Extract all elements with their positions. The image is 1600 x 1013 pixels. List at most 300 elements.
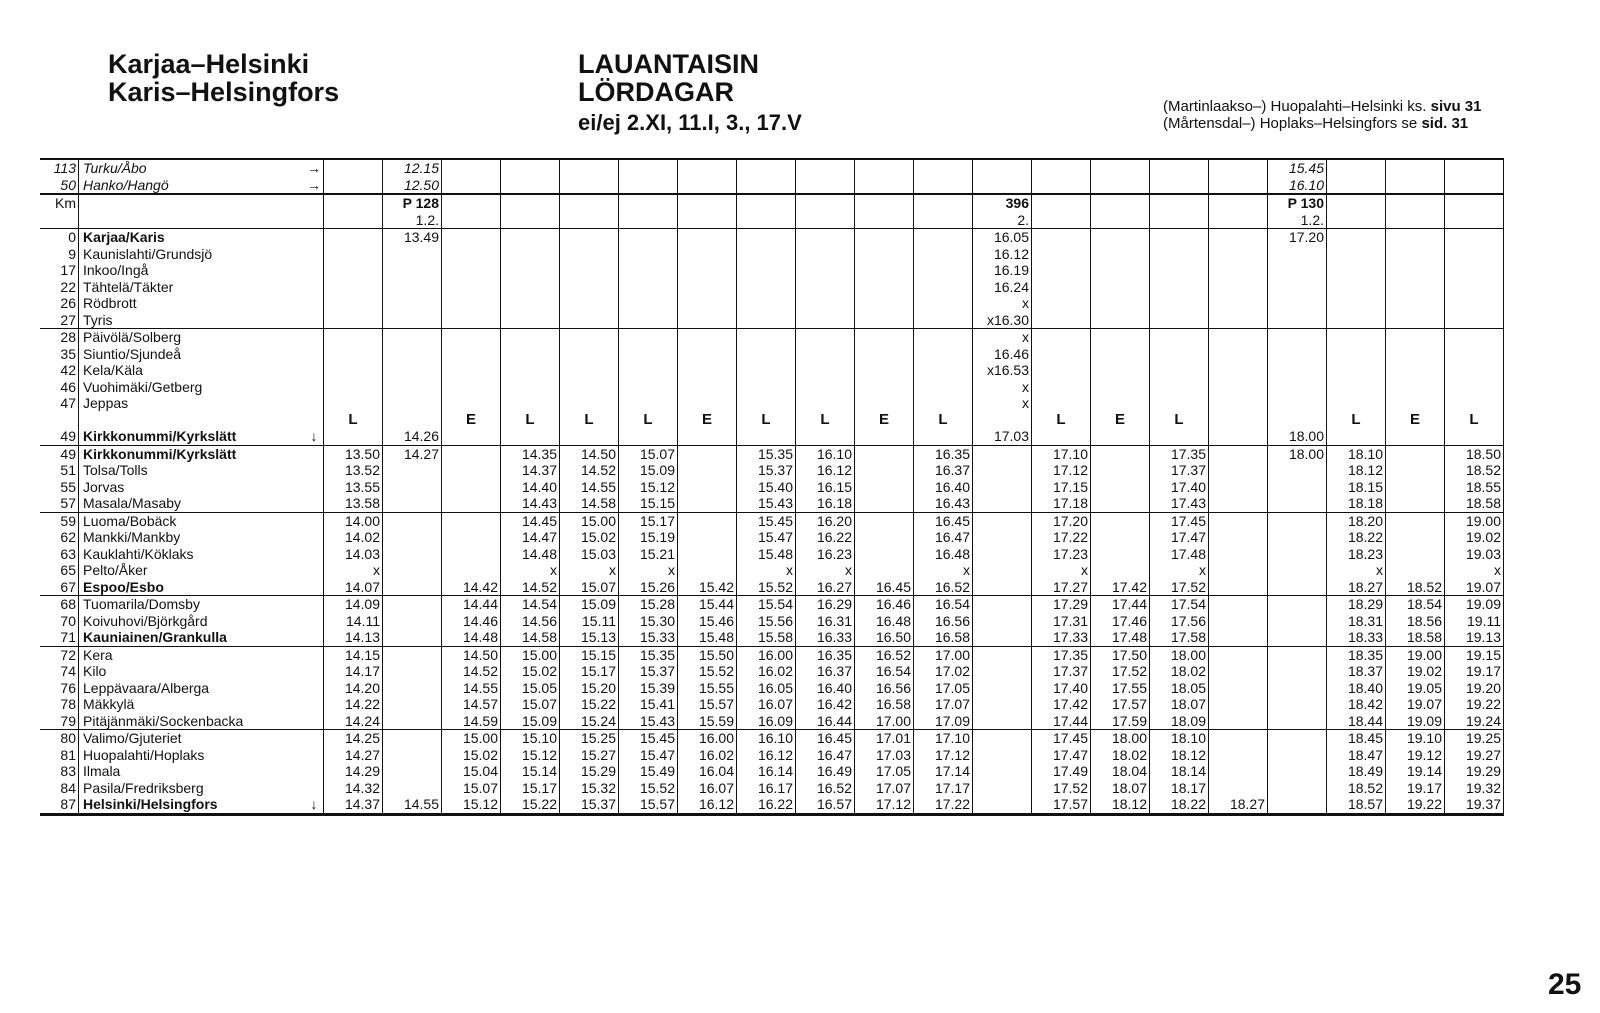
- time-cell: 15.02: [560, 529, 619, 546]
- time-cell: [1386, 246, 1445, 263]
- km-cell: 9: [40, 246, 79, 263]
- time-cell: [324, 428, 383, 445]
- time-cell: 16.24: [973, 279, 1032, 296]
- time-cell: [737, 346, 796, 363]
- time-cell: 15.14: [501, 763, 560, 780]
- time-cell: 17.31: [1032, 613, 1091, 630]
- time-cell: [1209, 646, 1268, 663]
- station-row: [40, 262, 1504, 279]
- time-cell: [1268, 780, 1327, 797]
- time-cell: [1268, 495, 1327, 512]
- time-cell: 15.33: [619, 629, 678, 646]
- arrow-cell: [305, 412, 324, 429]
- time-cell: [442, 346, 501, 363]
- time-cell: [1268, 512, 1327, 529]
- station-name: Kirkkonummi/Kyrkslätt: [83, 428, 237, 444]
- time-cell: 17.12: [1032, 462, 1091, 479]
- direction-cell: [305, 596, 324, 613]
- time-cell: [1150, 177, 1209, 195]
- time-cell: [1150, 362, 1209, 379]
- time-cell: 15.55: [678, 680, 737, 697]
- time-cell: 16.05: [737, 680, 796, 697]
- time-cell: 18.20: [1327, 512, 1386, 529]
- time-cell: 16.35: [796, 646, 855, 663]
- time-cell: [442, 395, 501, 412]
- station-row: [40, 763, 1504, 780]
- time-cell: 14.40: [501, 479, 560, 496]
- time-cell: 18.00: [1150, 646, 1209, 663]
- time-cell: [1268, 763, 1327, 780]
- time-cell: [560, 177, 619, 195]
- station-name: Tolsa/Tolls: [83, 462, 148, 478]
- time-cell: [1268, 362, 1327, 379]
- time-cell: 18.02: [1150, 663, 1209, 680]
- time-cell: [1032, 346, 1091, 363]
- time-cell: 17.03: [855, 747, 914, 764]
- time-cell: [1209, 512, 1268, 529]
- station-name: Tähtelä/Täkter: [83, 278, 174, 295]
- time-cell: [678, 445, 737, 462]
- time-cell: [383, 312, 442, 329]
- time-cell: 15.47: [619, 747, 678, 764]
- time-cell: 16.45: [855, 579, 914, 596]
- km-cell: 70: [40, 613, 79, 630]
- time-cell: [324, 395, 383, 412]
- time-cell: [914, 362, 973, 379]
- time-cell: 14.48: [501, 546, 560, 563]
- time-cell: [1327, 379, 1386, 396]
- time-cell: 16.07: [678, 780, 737, 797]
- time-cell: 15.29: [560, 763, 619, 780]
- time-cell: [1327, 279, 1386, 296]
- time-cell: [383, 479, 442, 496]
- time-cell: [619, 395, 678, 412]
- time-cell: x: [560, 562, 619, 579]
- km-cell: 42: [40, 362, 79, 379]
- time-cell: [737, 246, 796, 263]
- time-cell: [1150, 395, 1209, 412]
- time-cell: [1268, 529, 1327, 546]
- time-cell: 16.00: [737, 646, 796, 663]
- time-cell: [383, 646, 442, 663]
- time-cell: 14.37: [501, 462, 560, 479]
- time-cell: [973, 663, 1032, 680]
- time-cell: 18.17: [1150, 780, 1209, 797]
- time-cell: 17.09: [914, 713, 973, 730]
- time-cell: [1327, 262, 1386, 279]
- connection-row: [40, 177, 1504, 195]
- time-cell: 15.52: [737, 579, 796, 596]
- time-cell: 19.29: [1445, 763, 1504, 780]
- time-cell: 14.55: [560, 479, 619, 496]
- time-cell: [678, 159, 737, 177]
- km-cell: 27: [40, 312, 79, 329]
- direction-cell: [305, 329, 324, 346]
- down-arrow-icon: ↓: [305, 428, 324, 445]
- time-cell: [1386, 329, 1445, 346]
- time-cell: 15.35: [619, 646, 678, 663]
- time-cell: 15.43: [737, 495, 796, 512]
- time-cell: 17.23: [1032, 546, 1091, 563]
- time-cell: 16.02: [678, 747, 737, 764]
- time-cell: 15.49: [619, 763, 678, 780]
- time-cell: 16.04: [678, 763, 737, 780]
- time-cell: 15.27: [560, 747, 619, 764]
- time-cell: [1386, 562, 1445, 579]
- direction-cell: [305, 546, 324, 563]
- time-cell: 17.05: [914, 680, 973, 697]
- time-cell: [1386, 279, 1445, 296]
- km-cell: 46: [40, 379, 79, 396]
- time-cell: 19.17: [1445, 663, 1504, 680]
- train-number: 396: [973, 194, 1032, 212]
- time-cell: [383, 462, 442, 479]
- km-cell: 62: [40, 529, 79, 546]
- time-cell: [1032, 246, 1091, 263]
- station-name: Mäkkylä: [83, 696, 135, 712]
- time-cell: 15.45: [1268, 159, 1327, 177]
- time-cell: [973, 680, 1032, 697]
- time-cell: [1445, 346, 1504, 363]
- time-cell: [1268, 546, 1327, 563]
- time-cell: 15.17: [619, 512, 678, 529]
- arrow-cell: [305, 212, 324, 229]
- train-number: [560, 194, 619, 212]
- time-cell: 18.18: [1327, 495, 1386, 512]
- time-cell: [1268, 730, 1327, 747]
- time-cell: [1327, 229, 1386, 246]
- km-cell: 78: [40, 696, 79, 713]
- time-cell: 17.45: [1150, 512, 1209, 529]
- time-cell: [855, 395, 914, 412]
- time-cell: 16.44: [796, 713, 855, 730]
- cross-reference-note: [1163, 98, 1482, 133]
- time-cell: [1386, 529, 1445, 546]
- line-code: L: [1327, 412, 1386, 429]
- time-cell: 18.22: [1327, 529, 1386, 546]
- time-cell: [1150, 329, 1209, 346]
- time-cell: [737, 312, 796, 329]
- time-cell: [1091, 462, 1150, 479]
- time-cell: [560, 362, 619, 379]
- time-cell: [619, 362, 678, 379]
- station-name: Leppävaara/Alberga: [83, 679, 210, 696]
- time-cell: [973, 629, 1032, 646]
- time-cell: [619, 428, 678, 445]
- time-cell: [383, 747, 442, 764]
- time-cell: [442, 262, 501, 279]
- time-cell: 14.11: [324, 613, 383, 630]
- station-row: [40, 730, 1504, 747]
- station-row: [40, 613, 1504, 630]
- km-cell: 81: [40, 747, 79, 764]
- time-cell: 18.57: [1327, 796, 1386, 814]
- time-cell: 17.58: [1150, 629, 1209, 646]
- time-cell: 17.52: [1091, 663, 1150, 680]
- time-cell: 14.55: [383, 796, 442, 814]
- time-cell: [914, 295, 973, 312]
- time-cell: [1268, 629, 1327, 646]
- time-cell: [560, 312, 619, 329]
- km-cell: 50: [40, 177, 79, 195]
- line-code: L: [501, 412, 560, 429]
- time-cell: [1386, 346, 1445, 363]
- time-cell: 15.56: [737, 613, 796, 630]
- train-class: [796, 212, 855, 229]
- time-cell: 19.07: [1386, 696, 1445, 713]
- train-class: [501, 212, 560, 229]
- time-cell: [914, 312, 973, 329]
- time-cell: x: [973, 395, 1032, 412]
- time-cell: 15.48: [678, 629, 737, 646]
- time-cell: 18.29: [1327, 596, 1386, 613]
- time-cell: 18.09: [1150, 713, 1209, 730]
- train-class: [1091, 212, 1150, 229]
- time-cell: [1209, 596, 1268, 613]
- train-class: [1150, 212, 1209, 229]
- time-cell: 17.12: [855, 796, 914, 814]
- time-cell: 14.02: [324, 529, 383, 546]
- time-cell: 15.09: [560, 596, 619, 613]
- line-code: L: [796, 412, 855, 429]
- time-cell: 18.56: [1386, 613, 1445, 630]
- time-cell: [678, 279, 737, 296]
- time-cell: 19.22: [1386, 796, 1445, 814]
- direction-cell: [305, 462, 324, 479]
- time-cell: 15.07: [501, 696, 560, 713]
- time-cell: 16.18: [796, 495, 855, 512]
- time-cell: [324, 279, 383, 296]
- time-cell: 15.17: [501, 780, 560, 797]
- time-cell: [383, 246, 442, 263]
- station-name: Valimo/Gjuteriet: [79, 730, 306, 747]
- time-cell: 16.40: [914, 479, 973, 496]
- time-cell: [796, 279, 855, 296]
- time-cell: 18.10: [1150, 730, 1209, 747]
- time-cell: 17.07: [914, 696, 973, 713]
- time-cell: 15.45: [737, 512, 796, 529]
- time-cell: 15.52: [619, 780, 678, 797]
- time-cell: 14.17: [324, 663, 383, 680]
- time-cell: [1091, 379, 1150, 396]
- direction-cell: [305, 579, 324, 596]
- time-cell: [1209, 730, 1268, 747]
- time-cell: x: [1032, 562, 1091, 579]
- time-cell: [560, 262, 619, 279]
- time-cell: 14.24: [324, 713, 383, 730]
- time-cell: 15.12: [501, 747, 560, 764]
- time-cell: 19.25: [1445, 730, 1504, 747]
- time-cell: 18.07: [1150, 696, 1209, 713]
- time-cell: [1091, 159, 1150, 177]
- time-cell: [1209, 579, 1268, 596]
- time-cell: x: [737, 562, 796, 579]
- train-number: [1445, 194, 1504, 212]
- time-cell: 15.35: [737, 445, 796, 462]
- time-cell: 14.56: [501, 613, 560, 630]
- time-cell: [1091, 295, 1150, 312]
- time-cell: 15.13: [560, 629, 619, 646]
- time-cell: [1327, 177, 1386, 195]
- time-cell: 14.52: [501, 579, 560, 596]
- train-class: [1445, 212, 1504, 229]
- time-cell: 17.54: [1150, 596, 1209, 613]
- time-cell: [1209, 747, 1268, 764]
- time-cell: [1445, 362, 1504, 379]
- time-cell: [1327, 428, 1386, 445]
- time-cell: [619, 246, 678, 263]
- time-cell: [973, 546, 1032, 563]
- direction-cell: [305, 279, 324, 296]
- time-cell: [1150, 279, 1209, 296]
- time-cell: [442, 295, 501, 312]
- time-cell: x: [973, 329, 1032, 346]
- time-cell: [1091, 246, 1150, 263]
- time-cell: 18.47: [1327, 747, 1386, 764]
- time-cell: [324, 177, 383, 195]
- time-cell: 18.58: [1445, 495, 1504, 512]
- station-name: Rödbrott: [83, 295, 137, 311]
- time-cell: 16.15: [796, 479, 855, 496]
- train-number: [324, 194, 383, 212]
- station-name: Helsinki/Helsingfors: [79, 796, 306, 814]
- time-cell: [1445, 379, 1504, 396]
- time-cell: 15.21: [619, 546, 678, 563]
- time-cell: [1386, 229, 1445, 246]
- station-row: [40, 579, 1504, 596]
- time-cell: [678, 177, 737, 195]
- time-cell: [678, 312, 737, 329]
- time-cell: [796, 428, 855, 445]
- time-cell: 15.52: [678, 663, 737, 680]
- station-name: Karjaa/Karis: [79, 229, 306, 246]
- time-cell: 16.57: [796, 796, 855, 814]
- train-number: [737, 194, 796, 212]
- time-cell: [560, 295, 619, 312]
- km-cell: 65: [40, 562, 79, 579]
- time-cell: [678, 395, 737, 412]
- time-cell: 15.11: [560, 613, 619, 630]
- time-cell: [1209, 279, 1268, 296]
- time-cell: [1268, 596, 1327, 613]
- time-cell: 18.50: [1445, 445, 1504, 462]
- time-cell: [1386, 395, 1445, 412]
- route-title-sv: Karis–Helsingfors: [108, 77, 340, 108]
- train-number: [914, 194, 973, 212]
- time-cell: 15.28: [619, 596, 678, 613]
- time-cell: [1445, 177, 1504, 195]
- time-cell: 14.48: [442, 629, 501, 646]
- km-cell: 47: [40, 395, 79, 412]
- note-line-2: (Mårtensdal–) Hoplaks–Helsingfors se: [1163, 115, 1418, 133]
- time-cell: 15.47: [737, 529, 796, 546]
- time-cell: [501, 428, 560, 445]
- time-cell: 15.50: [678, 646, 737, 663]
- time-cell: 17.15: [1032, 479, 1091, 496]
- time-cell: 17.55: [1091, 680, 1150, 697]
- time-cell: [1150, 295, 1209, 312]
- direction-cell: [305, 663, 324, 680]
- time-cell: [1386, 262, 1445, 279]
- time-cell: 17.42: [1091, 579, 1150, 596]
- time-cell: [678, 246, 737, 263]
- time-cell: [1091, 312, 1150, 329]
- time-cell: 17.20: [1032, 512, 1091, 529]
- time-cell: [1445, 246, 1504, 263]
- station-row: [40, 445, 1504, 462]
- time-cell: [914, 428, 973, 445]
- km-cell: 49: [40, 428, 79, 445]
- time-cell: 17.22: [1032, 529, 1091, 546]
- time-cell: [855, 295, 914, 312]
- time-cell: 15.57: [678, 696, 737, 713]
- station-row: [40, 629, 1504, 646]
- time-cell: [678, 295, 737, 312]
- time-cell: [1445, 312, 1504, 329]
- time-cell: [1209, 713, 1268, 730]
- time-cell: 14.25: [324, 730, 383, 747]
- time-cell: [383, 512, 442, 529]
- time-cell: [678, 546, 737, 563]
- time-cell: 14.45: [501, 512, 560, 529]
- time-cell: 19.24: [1445, 713, 1504, 730]
- arrow-icon: →: [305, 177, 324, 195]
- time-cell: [737, 177, 796, 195]
- time-cell: 15.02: [501, 663, 560, 680]
- time-cell: 17.40: [1032, 680, 1091, 697]
- time-cell: [1209, 262, 1268, 279]
- time-cell: [1150, 229, 1209, 246]
- time-cell: [383, 346, 442, 363]
- time-cell: 17.01: [855, 730, 914, 747]
- time-cell: x: [973, 295, 1032, 312]
- line-code: [973, 412, 1032, 429]
- station-row: [40, 747, 1504, 764]
- time-cell: [1386, 462, 1445, 479]
- time-cell: 13.50: [324, 445, 383, 462]
- time-cell: [1209, 696, 1268, 713]
- time-cell: 16.17: [737, 780, 796, 797]
- page-number: 25: [1548, 968, 1582, 1001]
- time-cell: 18.49: [1327, 763, 1386, 780]
- time-cell: 15.30: [619, 613, 678, 630]
- time-cell: [1386, 546, 1445, 563]
- time-cell: 14.58: [501, 629, 560, 646]
- time-cell: 19.37: [1445, 796, 1504, 814]
- time-cell: 16.42: [796, 696, 855, 713]
- time-cell: 13.52: [324, 462, 383, 479]
- time-cell: 15.17: [560, 663, 619, 680]
- time-cell: 16.02: [737, 663, 796, 680]
- time-cell: [796, 346, 855, 363]
- time-cell: [855, 362, 914, 379]
- time-cell: [737, 379, 796, 396]
- time-cell: [1268, 663, 1327, 680]
- time-cell: [1268, 696, 1327, 713]
- time-cell: 16.58: [855, 696, 914, 713]
- time-cell: x: [973, 379, 1032, 396]
- station-name: Kaunislahti/Grundsjö: [83, 245, 213, 262]
- time-cell: [1445, 295, 1504, 312]
- time-cell: [442, 512, 501, 529]
- time-cell: [501, 395, 560, 412]
- time-cell: x16.53: [973, 362, 1032, 379]
- time-cell: [973, 696, 1032, 713]
- time-cell: [1032, 159, 1091, 177]
- time-cell: [442, 246, 501, 263]
- time-cell: 15.39: [619, 680, 678, 697]
- station-row: [40, 362, 1504, 379]
